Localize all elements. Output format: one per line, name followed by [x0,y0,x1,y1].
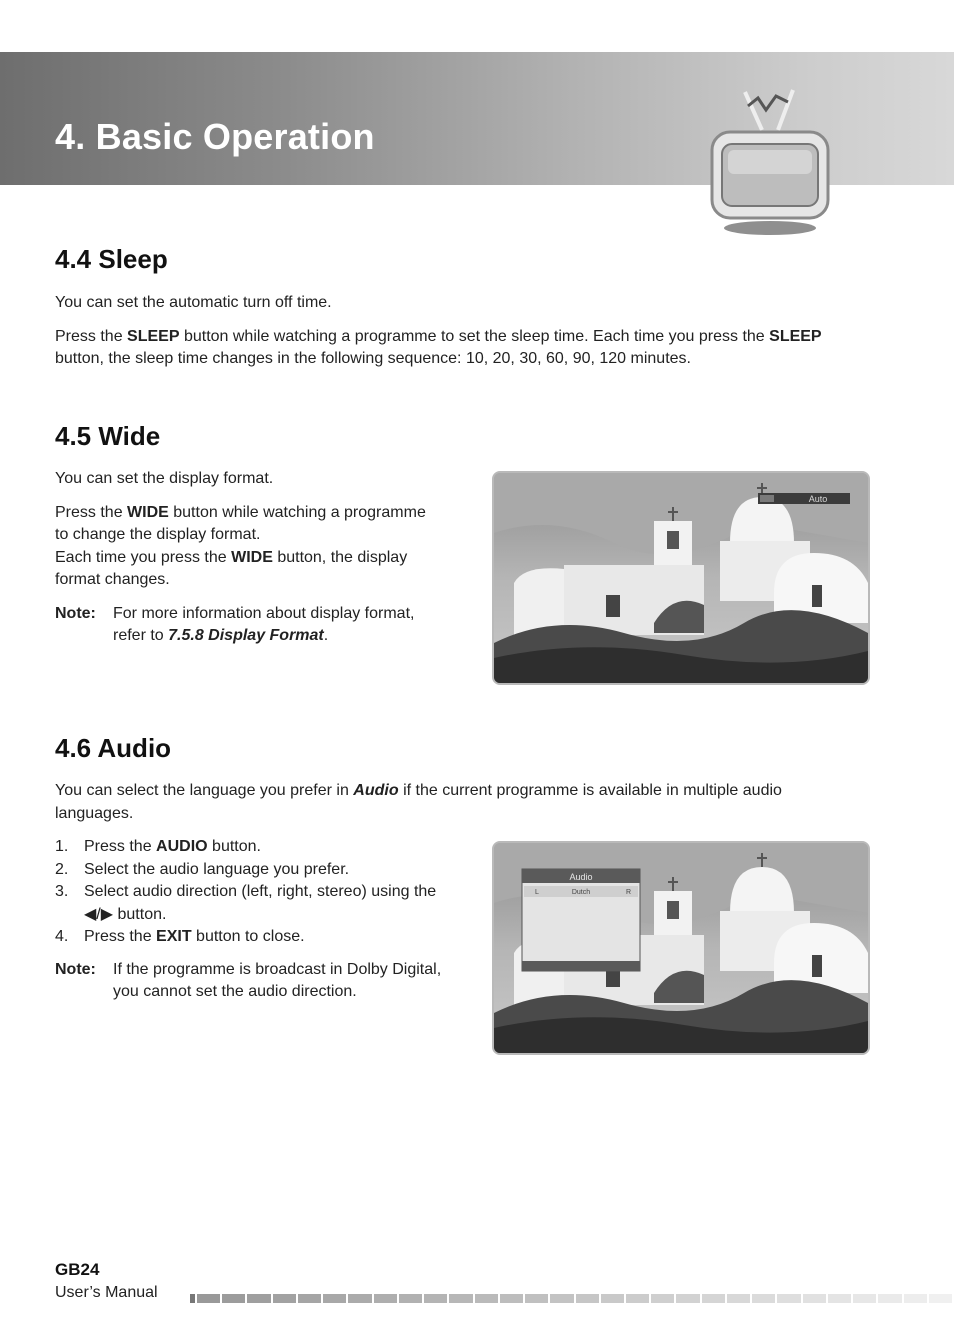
footer-bar-segment [626,1294,649,1303]
sleep-heading: 4.4 Sleep [55,244,168,274]
osd-title: Audio [569,872,593,882]
footer-bar-segment [222,1294,245,1303]
footer-bar-segment [475,1294,498,1303]
footer-bar-segment [803,1294,826,1303]
footer-bar-segment [904,1294,927,1303]
wide-line-2: to change the display format. [55,526,261,543]
footer-bar-segment [777,1294,800,1303]
audio-note-line-1: If the programme is broadcast in Dolby Digital, [113,961,442,978]
footer-bar-segment [399,1294,422,1303]
audio-note-line-2: you cannot set the audio direction. [113,983,357,1000]
audio-steps-list [55,836,475,949]
osd-right-label: R [626,889,632,896]
wide-intro: You can set the display format. [55,470,274,487]
footer-bar-segment [273,1294,296,1303]
audio-screen-image [492,841,870,1055]
osd-language[interactable]: Dutch [571,889,591,896]
footer-bar-segment [197,1294,220,1303]
osd-left-label: L [535,889,539,896]
footer-bar-segment [247,1294,270,1303]
sleep-intro: You can set the automatic turn off time. [55,294,332,311]
footer-bar-segment [651,1294,674,1303]
tv-icon [700,88,840,240]
footer-bar-segment [525,1294,548,1303]
sleep-paragraph-line2: button, the sleep time changes in the following sequence: 10, 20, 30, 60, 90, 120 minutes. [55,350,691,367]
footer-bar-segment [929,1294,952,1303]
chapter-title: 4. Basic Operation [55,116,375,157]
footer-bar-segment [702,1294,725,1303]
footer-bar-segment [576,1294,599,1303]
chapter-banner [0,52,954,185]
audio-intro: You can select the language you prefer in Audio if the current programme is available in multiple audio [55,782,782,799]
footer-bar-segment [190,1294,195,1303]
footer-bar-segment [323,1294,346,1303]
footer-bar-segment [601,1294,624,1303]
wide-screen-image [492,471,870,685]
audio-intro-line2: languages. [55,805,134,822]
wide-note-label: Note: [55,605,96,622]
list-item: 2. Select the audio language you prefer. [55,860,350,878]
footer-bar-segment [449,1294,472,1303]
footer-bar-segment [676,1294,699,1303]
wide-heading: 4.5 Wide [55,421,161,451]
footer-bar-segment [374,1294,397,1303]
list-item: 4. Press the EXIT button to close. [55,928,305,945]
footer-bar-segment [500,1294,523,1303]
footer-bar-segment [752,1294,775,1303]
page-code: GB24 [55,1260,100,1279]
footer-bar-segment [727,1294,750,1303]
footer-bar-segment [550,1294,573,1303]
footer-bar-segment [298,1294,321,1303]
sleep-paragraph: Press the SLEEP button while watching a programme to set the sleep time. Each time you press the SLEEP [55,328,822,345]
footer-bar-segment [853,1294,876,1303]
audio-note-label: Note: [55,961,96,978]
list-item: 1. Press the AUDIO button. [55,838,261,855]
footer-decorative-bar [190,1294,954,1303]
wide-line-4: format changes. [55,571,170,588]
footer-bar-segment [424,1294,447,1303]
list-item: 3. Select audio direction (left, right, stereo) using the ◀/▶ button. [55,883,437,923]
wide-note-line-2: refer to 7.5.8 Display Format. [113,627,329,644]
footer-bar-segment [348,1294,371,1303]
footer-subtitle: User’s Manual [55,1284,158,1301]
wide-line-1: Press the WIDE button while watching a programme [55,504,426,521]
wide-line-3: Each time you press the WIDE button, the display [55,549,408,566]
footer-bar-segment [878,1294,901,1303]
audio-heading: 4.6 Audio [55,733,172,763]
screen-format-label: Auto [808,494,828,504]
wide-note-line-1: For more information about display format, [113,605,415,622]
footer-bar-segment [828,1294,851,1303]
